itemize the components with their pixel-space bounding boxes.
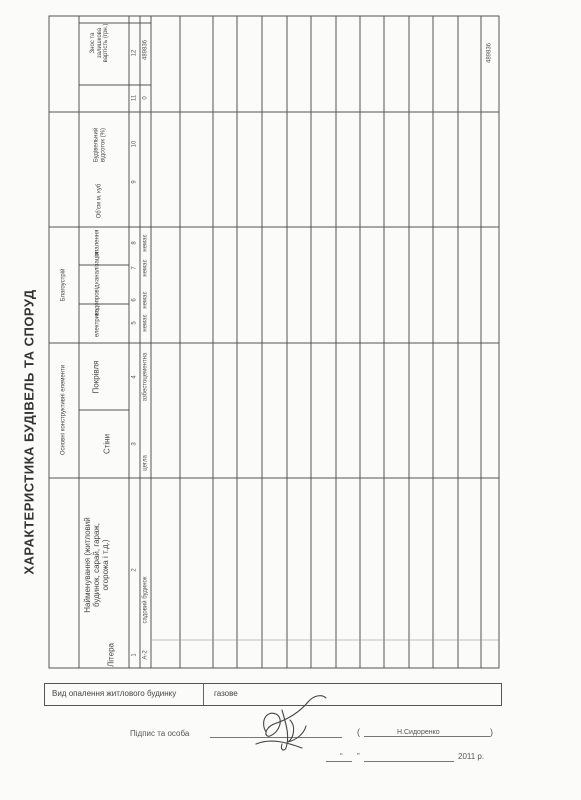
name-paren-open: ( (357, 727, 360, 737)
signature-label: Підпис та особа (130, 729, 190, 738)
col-b2-header: водопровід (94, 284, 101, 316)
col-amenities-header: Благоустрій (60, 268, 67, 302)
date-year: 2011 р. (458, 752, 485, 761)
date-quote-close: ” (357, 752, 360, 761)
col-number-11: 11 (131, 94, 138, 102)
col-number-8: 8 (131, 241, 138, 245)
col-number-2: 2 (131, 568, 138, 572)
heating-label: Вид опалення житлового будинку (52, 689, 177, 698)
row-b3: немає (142, 259, 149, 277)
col-b4-header: опалення (94, 229, 101, 257)
date-month-line (364, 761, 454, 762)
col-number-12: 12 (131, 49, 138, 57)
col-roof-header: Покрівля (91, 360, 101, 394)
name-line (364, 736, 490, 737)
row-roof: азбестоцементна (142, 352, 149, 402)
row-col11: 0 (142, 96, 149, 100)
col-number-9: 9 (131, 180, 138, 184)
col-number-6: 6 (131, 298, 138, 302)
row-walls: цегла (142, 455, 149, 471)
col-build-header: Будівельний відсоток (%) (93, 127, 106, 163)
col-b3-header: каналізація (94, 252, 101, 284)
row-value: 489836 (142, 39, 149, 61)
col-walls-header: Стіни (102, 433, 112, 455)
total-value: 489836 (486, 42, 493, 64)
row-name: садовий будинок (142, 576, 149, 624)
col-materials-header: Основні конструктивні елементи (60, 364, 67, 456)
col-wear-header: Знос та залишкова вартість (грн.) (90, 23, 110, 63)
date-day-line (326, 761, 352, 762)
row-letter: А-2 (142, 650, 149, 660)
handwritten-signature (246, 690, 336, 760)
row-b2: немає (142, 291, 149, 309)
col-b1-header: електрика (94, 308, 101, 338)
col-number-7: 7 (131, 266, 138, 270)
col-number-10: 10 (131, 140, 138, 148)
row-b4: немає (142, 234, 149, 252)
col-name-header: Найменування (житловий будинок, сарай, гараж, огорожа і т.д.) (82, 517, 110, 613)
col-letter-header: Літера (106, 643, 116, 667)
col-number-5: 5 (131, 321, 138, 325)
col-number-1: 1 (131, 653, 138, 657)
col-number-3: 3 (131, 442, 138, 446)
name-paren-close: ) (490, 727, 493, 737)
document-title: ХАРАКТЕРИСТИКА БУДІВЕЛЬ ТА СПОРУД (21, 289, 37, 575)
row-b1: немає (142, 314, 149, 332)
date-quote-open: “ (340, 752, 343, 761)
person-name: Н.Сидоренко (397, 729, 440, 736)
col-number-4: 4 (131, 375, 138, 379)
heating-divider (203, 684, 204, 705)
heating-value: газове (214, 689, 238, 698)
col-volume-header: Об'єм м. куб (96, 183, 103, 219)
